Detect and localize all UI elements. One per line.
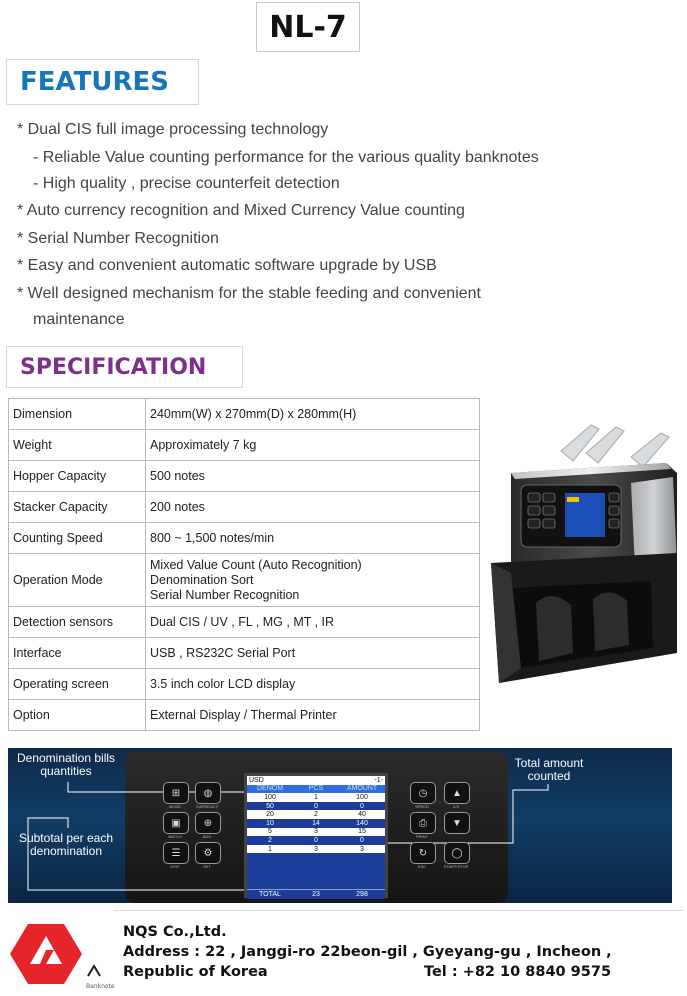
lcd-total-label: TOTAL (259, 891, 281, 899)
lcd-col-amount: AMOUNT (346, 785, 378, 793)
lcd-cell: 0 (360, 836, 364, 844)
lcd-cell: 1 (314, 793, 318, 801)
spec-key: Dimension (9, 399, 146, 430)
batch-button[interactable]: ▣ (163, 812, 189, 834)
lcd-cell: 3 (360, 845, 364, 853)
table-row (9, 607, 480, 638)
down-button[interactable]: ▼ (444, 812, 470, 834)
lcd-total-amount: 298 (356, 891, 368, 899)
spec-value (146, 461, 480, 492)
lcd-col-denom: DENOM (256, 785, 284, 793)
lcd-header (247, 776, 385, 785)
lcd-cell: 100 (356, 793, 368, 801)
up-button-label: C/S (452, 804, 460, 809)
lcd-page: -1- (374, 776, 383, 784)
start-stop-button[interactable]: ◯ (444, 842, 470, 864)
control-panel-illustration (8, 748, 672, 903)
spec-value (146, 492, 480, 523)
table-row (9, 492, 480, 523)
model-title: NL-7 (256, 2, 360, 52)
features-heading: FEATURES (6, 59, 199, 105)
feature-subitem: - Reliable Value counting performance for the various quality banknotes (33, 149, 539, 166)
specification-table (8, 398, 480, 731)
table-row (9, 430, 480, 461)
lcd-total-pcs: 23 (312, 891, 320, 899)
lcd-cell: 15 (358, 828, 366, 836)
company-name: NQS Co.,Ltd. (123, 924, 227, 940)
feature-item: * Auto currency recognition and Mixed Currency Value counting (17, 202, 465, 219)
spec-value-line: 500 notes (150, 468, 205, 483)
table-row (9, 638, 480, 669)
esc-button-label: ESC (417, 864, 427, 869)
lcd-col-pcs: PCS (308, 785, 324, 793)
lcd-row (247, 810, 385, 819)
lcd-cell: 5 (268, 828, 272, 836)
lcd-cell: 10 (266, 819, 274, 827)
spec-key: Operation Mode (9, 554, 146, 607)
lcd-cell: 3 (314, 828, 318, 836)
table-row (9, 554, 480, 607)
spec-value-line: Mixed Value Count (Auto Recognition) (150, 557, 362, 572)
spec-value (146, 554, 480, 607)
mode-button[interactable]: ⊞ (163, 782, 189, 804)
feature-item: * Easy and convenient automatic software upgrade by USB (17, 257, 437, 274)
currency-button-label: CURRENCY (195, 804, 219, 809)
currency-button[interactable]: ◍ (195, 782, 221, 804)
spec-value-line: 200 notes (150, 499, 205, 514)
specification-heading: SPECIFICATION (6, 346, 243, 388)
spec-value (146, 430, 480, 461)
spec-key: Operating screen (9, 669, 146, 700)
spec-value (146, 399, 480, 430)
spec-value-line: 3.5 inch color LCD display (150, 676, 296, 691)
lcd-row (247, 802, 385, 811)
spec-value (146, 523, 480, 554)
lcd-cell: 0 (314, 802, 318, 810)
lcd-currency: USD (249, 776, 264, 784)
speed-button-label: SPEED (415, 804, 429, 809)
spec-key: Detection sensors (9, 607, 146, 638)
table-row (9, 399, 480, 430)
spec-value (146, 638, 480, 669)
lcd-cell: 1 (268, 845, 272, 853)
lcd-cell: 2 (268, 836, 272, 844)
company-logo (6, 918, 115, 990)
esc-button[interactable]: ↻ (410, 842, 436, 864)
lcd-screen (244, 773, 388, 898)
lcd-cell: 0 (314, 836, 318, 844)
total-callout: Total amount counted (514, 756, 584, 783)
set-button-label: SET (203, 864, 211, 869)
lcd-column-headers (247, 785, 385, 794)
feature-item: * Serial Number Recognition (17, 230, 219, 247)
table-row (9, 523, 480, 554)
spec-value (146, 669, 480, 700)
spec-key: Weight (9, 430, 146, 461)
lcd-cell: 140 (356, 819, 368, 827)
spec-value-line: Denomination Sort (150, 572, 254, 587)
lcd-row (247, 819, 385, 828)
set-button[interactable]: ⚙ (195, 842, 221, 864)
speed-button[interactable]: ◷ (410, 782, 436, 804)
logo-text: Banknote (86, 983, 115, 990)
banknote-counter-image (481, 413, 681, 699)
subtotal-callout: Subtotal per each denomination (18, 831, 114, 858)
table-row (9, 669, 480, 700)
print-button-label: PRINT (416, 834, 428, 839)
spec-value-line: USB , RS232C Serial Port (150, 645, 296, 660)
lcd-cell: 20 (266, 811, 274, 819)
lcd-total-row (247, 889, 385, 899)
lcd-row (247, 828, 385, 837)
lcd-cell: 100 (264, 793, 276, 801)
lcd-cell: 3 (314, 845, 318, 853)
batch-button-label: BATCH (168, 834, 182, 839)
spec-key: Stacker Capacity (9, 492, 146, 523)
lcd-cell: 50 (266, 802, 274, 810)
spec-value (146, 700, 480, 731)
company-address: Address : 22 , Janggi-ro 22beon-gil , Gyeyang-gu , Incheon , (123, 944, 612, 960)
disp-button-label: DISP (170, 864, 180, 869)
lcd-row (247, 793, 385, 802)
spec-key: Hopper Capacity (9, 461, 146, 492)
lcd-cell: 40 (358, 811, 366, 819)
spec-key: Interface (9, 638, 146, 669)
spec-value-line: External Display / Thermal Printer (150, 707, 337, 722)
lcd-cell: 0 (360, 802, 364, 810)
table-row (9, 700, 480, 731)
up-button[interactable]: ▲ (444, 782, 470, 804)
denomination-callout: Denomination bills quantities (16, 751, 116, 778)
lcd-cell: 14 (312, 819, 320, 827)
lcd-row (247, 836, 385, 845)
feature-item-continued: maintenance (33, 311, 125, 328)
feature-item: * Dual CIS full image processing technology (17, 121, 329, 138)
lcd-row (247, 845, 385, 854)
spec-value-line: Serial Number Recognition (150, 587, 300, 602)
spec-value (146, 607, 480, 638)
company-telephone: Tel : +82 10 8840 9575 (424, 964, 612, 980)
spec-value-line: 800 ~ 1,500 notes/min (150, 530, 275, 545)
spec-key: Option (9, 700, 146, 731)
feature-item: * Well designed mechanism for the stable feeding and convenient (17, 285, 481, 302)
spec-value-line: 240mm(W) x 270mm(D) x 280mm(H) (150, 406, 357, 421)
lcd-cell: 2 (314, 811, 318, 819)
add-button-label: ADD (202, 834, 212, 839)
mode-button-label: MODE (169, 804, 181, 809)
spec-key: Counting Speed (9, 523, 146, 554)
start-stop-button-label: START/STOP (443, 864, 469, 869)
spec-value-line: Approximately 7 kg (150, 437, 257, 452)
footer-divider (114, 910, 684, 911)
print-button[interactable]: ⎙ (410, 812, 436, 834)
table-row (9, 461, 480, 492)
add-button[interactable]: ⊕ (195, 812, 221, 834)
feature-subitem: - High quality , precise counterfeit detection (33, 175, 340, 192)
spec-value-line: Dual CIS / UV , FL , MG , MT , IR (150, 614, 335, 629)
disp-button[interactable]: ☰ (163, 842, 189, 864)
company-address-country: Republic of Korea (123, 964, 268, 980)
